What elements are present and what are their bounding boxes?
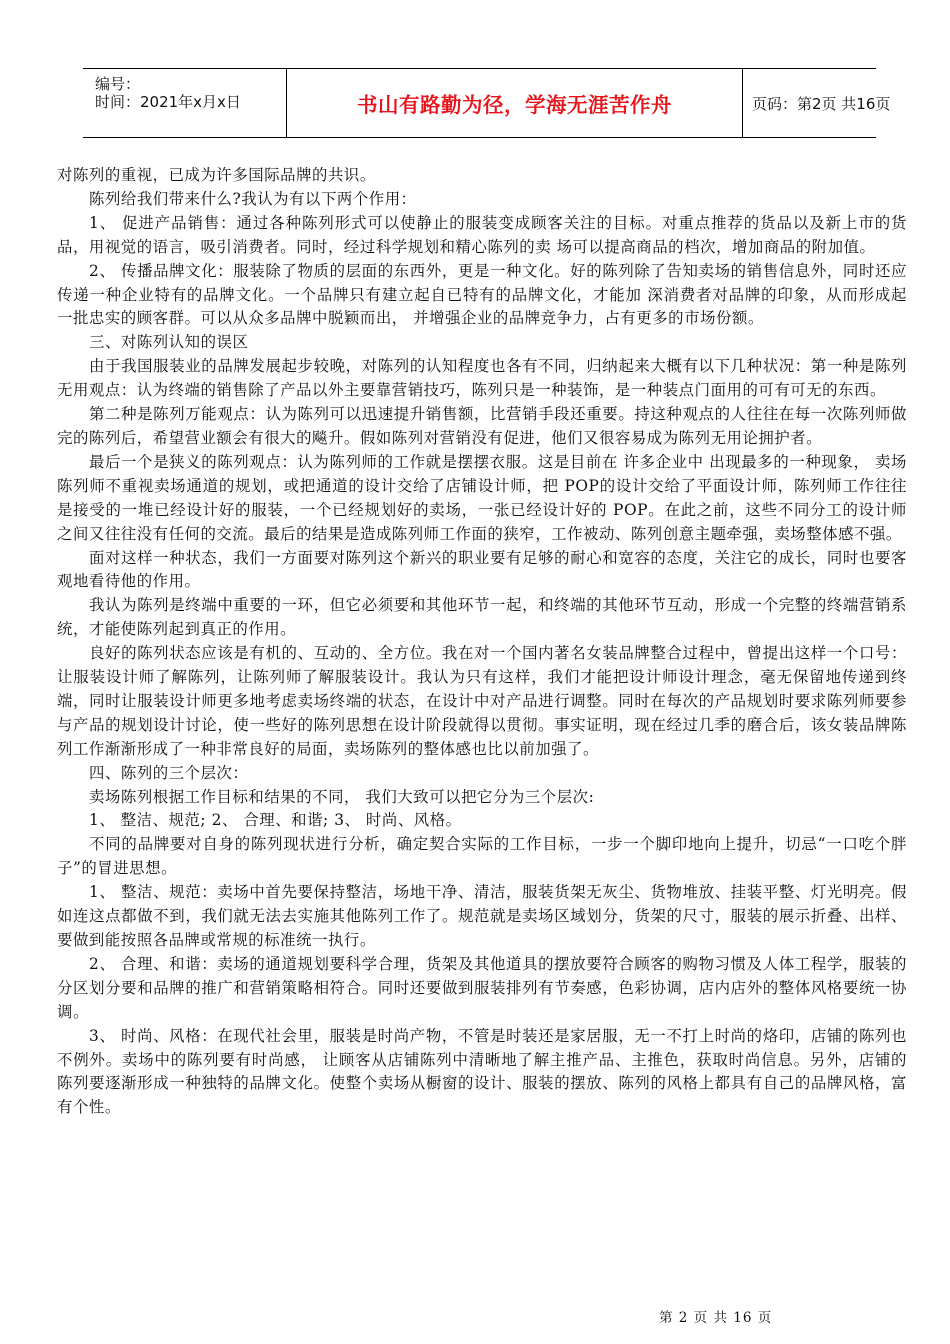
time-label: 时间：2021年x月x日	[95, 93, 241, 111]
section-heading: 四、陈列的三个层次：	[89, 763, 249, 782]
header-left-cell	[83, 69, 286, 137]
paragraph: 1、 促进产品销售：通过各种陈列形式可以使静止的服装变成顾客关注的目标。对重点推荐的货品以及新上市的货品，用视觉的语言，吸引消费者。同时，经过科学规划和精心陈列的卖 场可以提高商品的档次，增加商品的附加值。	[57, 213, 907, 256]
paragraph: 对陈列的重视，已成为许多国际品牌的共识。	[57, 166, 376, 184]
paragraph: 良好的陈列状态应该是有机的、互动的、全方位。我在对一个国内著名女装品牌整合过程中，曾提出这样一个口号：让服装设计师了解陈列，让陈列师了解服装设计。我认为只有这样，我们才能把设计师设计理念，毫无保留地传递到终端，同时让服装设计师更多地考虑卖场终端的状态，在设计中对产品进行调整。同时在每次的产品规划时要求陈列师要参与产品的规划设计讨论，使一些好的陈列思想在设计阶段就得以贯彻。事实证明，现在经过几季的磨合后，该女装品牌陈列工作渐渐形成了一种非常良好的局面，卖场陈列的整体感也比以前加强了。	[57, 644, 907, 758]
paragraph: 3、 时尚、风格：在现代社会里，服装是时尚产物，不管是时装还是家居服，无一不打上时尚的烙印，店铺的陈列也不例外。卖场中的陈列要有时尚感， 让顾客从店铺陈列中清晰地了解主推产品、主推色，获取时尚信息。另外，店铺的陈列要逐渐形成一种独特的品牌文化。使整个卖场从橱窗的设计、服装的摆放、陈列的风格上都具有自己的品牌风格，富有个性。	[57, 1026, 907, 1117]
paragraph: 第二种是陈列万能观点：认为陈列可以迅速提升销售额，比营销手段还重要。持这种观点的人往往在每一次陈列师做完的陈列后，希望营业额会有很大的飚升。假如陈列对营销没有促进，他们又很容易成为陈列无用论拥护者。	[57, 405, 907, 447]
motto-text: 书山有路勤为径，学海无涯苦作舟	[357, 93, 672, 117]
paragraph: 1、 整洁、规范; 2、 合理、和谐; 3、 时尚、风格。	[89, 811, 462, 830]
header-middle-cell	[286, 69, 743, 137]
paragraph: 由于我国服装业的品牌发展起步较晚，对陈列的认知程度也各有不同，归纳起来大概有以下几种状况：第一种是陈列无用观点：认为终端的销售除了产品以外主要靠营销技巧，陈列只是一种装饰，是一种装点门面用的可有可无的东西。	[57, 357, 907, 400]
paragraph: 卖场陈列根据工作目标和结果的不同， 我们大致可以把它分为三个层次:	[89, 787, 595, 806]
paragraph: 2、 传播品牌文化：服装除了物质的层面的东西外，更是一种文化。好的陈列除了告知卖场的销售信息外，同时还应传递一种企业特有的品牌文化。一个品牌只有建立起自已特有的品牌文化，才能加 深消费者对品牌的印象，从而形成起一批忠实的顾客群。可以从众多品牌中脱颖而出， 并增强企业的品牌竞争力，占有更多的市场份额。	[57, 261, 907, 328]
paragraph: 陈列给我们带来什么?我认为有以下两个作用：	[89, 189, 417, 208]
header-right-cell	[742, 69, 891, 137]
section-heading: 三、对陈列认知的误区	[89, 333, 249, 352]
paragraph: 面对这样一种状态，我们一方面要对陈列这个新兴的职业要有足够的耐心和宽容的态度，关注它的成长，同时也要客观地看待他的作用。	[57, 548, 907, 591]
number-label: 编号：	[95, 75, 141, 93]
paragraph: 最后一个是狭义的陈列观点：认为陈列师的工作就是摆摆衣服。这是目前在 许多企业中 出现最多的一种现象， 卖场陈列师不重视卖场通道的规划，或把通道的设计交给了店铺设计师，把 POP的设计交给了平面设计师，陈列师工作往往是接受的一堆已经设计好的服装，一个已经规划好的卖场，一张已经设计好的 POP。在此之前，这些不同分工的设计师之间又往往没有任何的交流。最后的结果是造成陈列师工作面的狭窄，工作被动、陈列创意主题牵强，卖场整体感不强。	[57, 452, 907, 543]
page-header	[83, 68, 891, 138]
page-info: 页码：第2页 共16页	[752, 94, 891, 113]
page-footer: 第 2 页 共 16 页	[659, 1310, 773, 1326]
document-body	[57, 164, 907, 1120]
paragraph: 1、 整洁、规范：卖场中首先要保持整洁，场地干净、清洁，服装货架无灰尘、货物堆放、挂装平整、灯光明亮。假如连这点都做不到，我们就无法去实施其他陈列工作了。规范就是卖场区域划分，货架的尺寸，服装的展示折叠、出样、要做到能按照各品牌或常规的标准统一执行。	[57, 883, 907, 949]
paragraph: 2、 合理、和谐：卖场的通道规划要科学合理，货架及其他道具的摆放要符合顾客的购物习惯及人体工程学，服装的分区划分要和品牌的推广和营销策略相符合。同时还要做到服装排列有节奏感，色彩协调，店内店外的整体风格要统一协调。	[57, 954, 907, 1021]
paragraph: 我认为陈列是终端中重要的一环，但它必须要和其他环节一起，和终端的其他环节互动，形成一个完整的终端营销系统，才能使陈列起到真正的作用。	[57, 596, 907, 639]
paragraph: 不同的品牌要对自身的陈列现状进行分析，确定契合实际的工作目标，一步一个脚印地向上提升，切忌“一口吃个胖子”的冒进思想。	[57, 835, 907, 878]
